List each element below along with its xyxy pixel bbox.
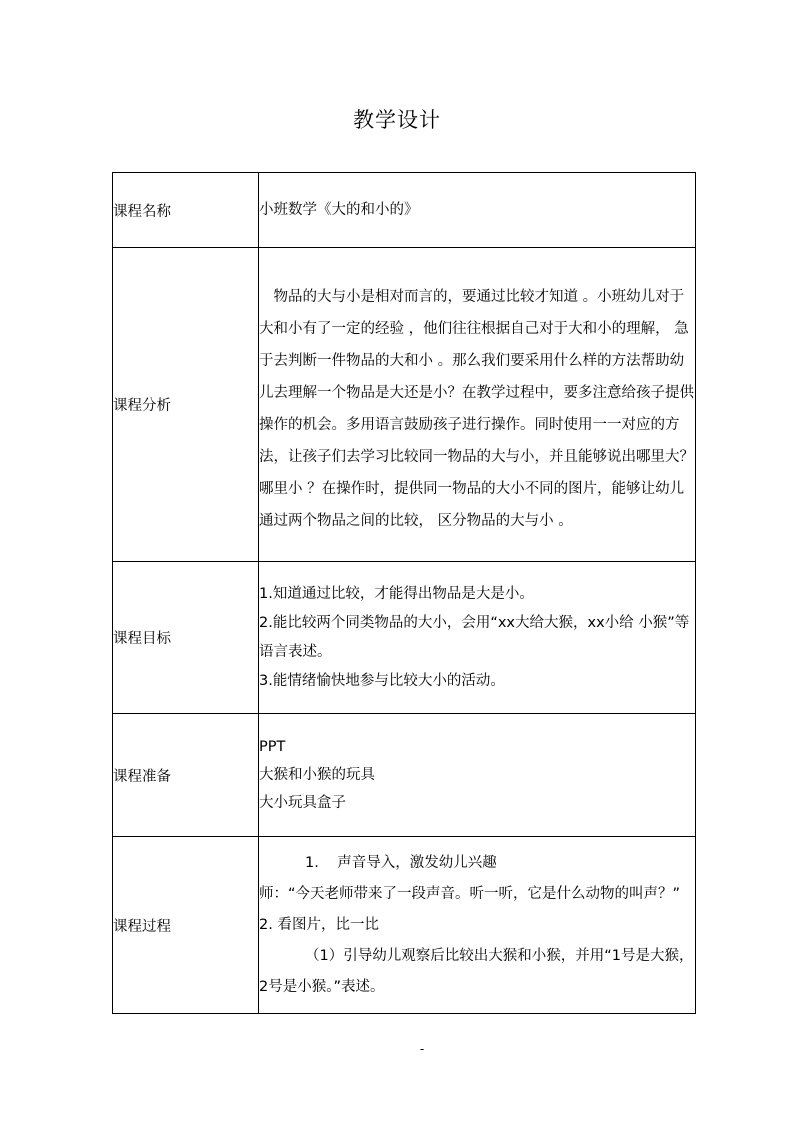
- lesson-plan-table: [112, 172, 696, 1014]
- table-row-course-analysis: [113, 248, 696, 562]
- table-row-course-goals: [113, 562, 696, 714]
- goal-item-3: 3.能情绪愉快地参与比较大小的活动。: [259, 672, 505, 689]
- process-line-4: （1）引导幼儿观察后比较出大猴和小猴，并用“1号是大猴，2号是小猴。”表述。: [259, 947, 694, 995]
- course-name-value: [259, 173, 696, 248]
- course-goals-label: 课程目标: [113, 562, 259, 714]
- course-analysis-value: [259, 248, 696, 562]
- prep-item-1: PPT: [259, 739, 286, 755]
- process-line-2: 师：“今天老师带来了一段声音。听一听，它是什么动物的叫声？”: [259, 885, 681, 902]
- course-analysis-text: 物品的大与小是相对而言的，要通过比较才知道 。小班幼儿对于大和小有了一定的经验 ，他们往往根据自己对于大和小的理解， 急于去判断一件物品的大和小 。那么我们要采用什么样的方法帮助幼儿去理解一个物品是大还是小？在教学过程中，要多注意给孩子提供操作的机会。多用语言鼓励孩子进行操作。同时使用一一对应的方法，让孩子们去学习比较同一物品的大与小，并且能够说出哪里大？ 哪里小 ？在操作时，提供同一物品的大小不同的图片，能够让幼儿通过两个物品之间的比较， 区分物品的大与小 。: [259, 288, 694, 529]
- course-name-label: 课程名称: [113, 173, 259, 248]
- process-step-1: 1. 声音导入，激发幼儿兴趣: [305, 854, 497, 871]
- table-row-course-prep: [113, 714, 696, 837]
- page-title: 教学设计: [353, 108, 441, 132]
- prep-item-2: 大猴和小猴的玩具: [259, 767, 375, 783]
- table-row-course-process: [113, 837, 696, 1014]
- table-row-course-name: [113, 173, 696, 248]
- process-step-2: 2. 看图片，比一比: [259, 916, 379, 933]
- course-process-value: [259, 837, 696, 1014]
- prep-item-3: 大小玩具盒子: [259, 795, 346, 811]
- course-process-label: 课程过程: [113, 837, 259, 1014]
- course-prep-value: [259, 714, 696, 837]
- course-prep-label: 课程准备: [113, 714, 259, 837]
- course-goals-value: [259, 562, 696, 714]
- goal-item-2: 2.能比较两个同类物品的大小，会用“xx大给大猴，xx小给 小猴”等语言表述。: [259, 614, 690, 660]
- course-name-text: 小班数学《大的和小的》: [259, 202, 419, 218]
- page-footer: -: [419, 1042, 425, 1056]
- course-analysis-label: 课程分析: [113, 248, 259, 562]
- goal-item-1: 1.知道通过比较，才能得出物品是大是小。: [259, 585, 534, 602]
